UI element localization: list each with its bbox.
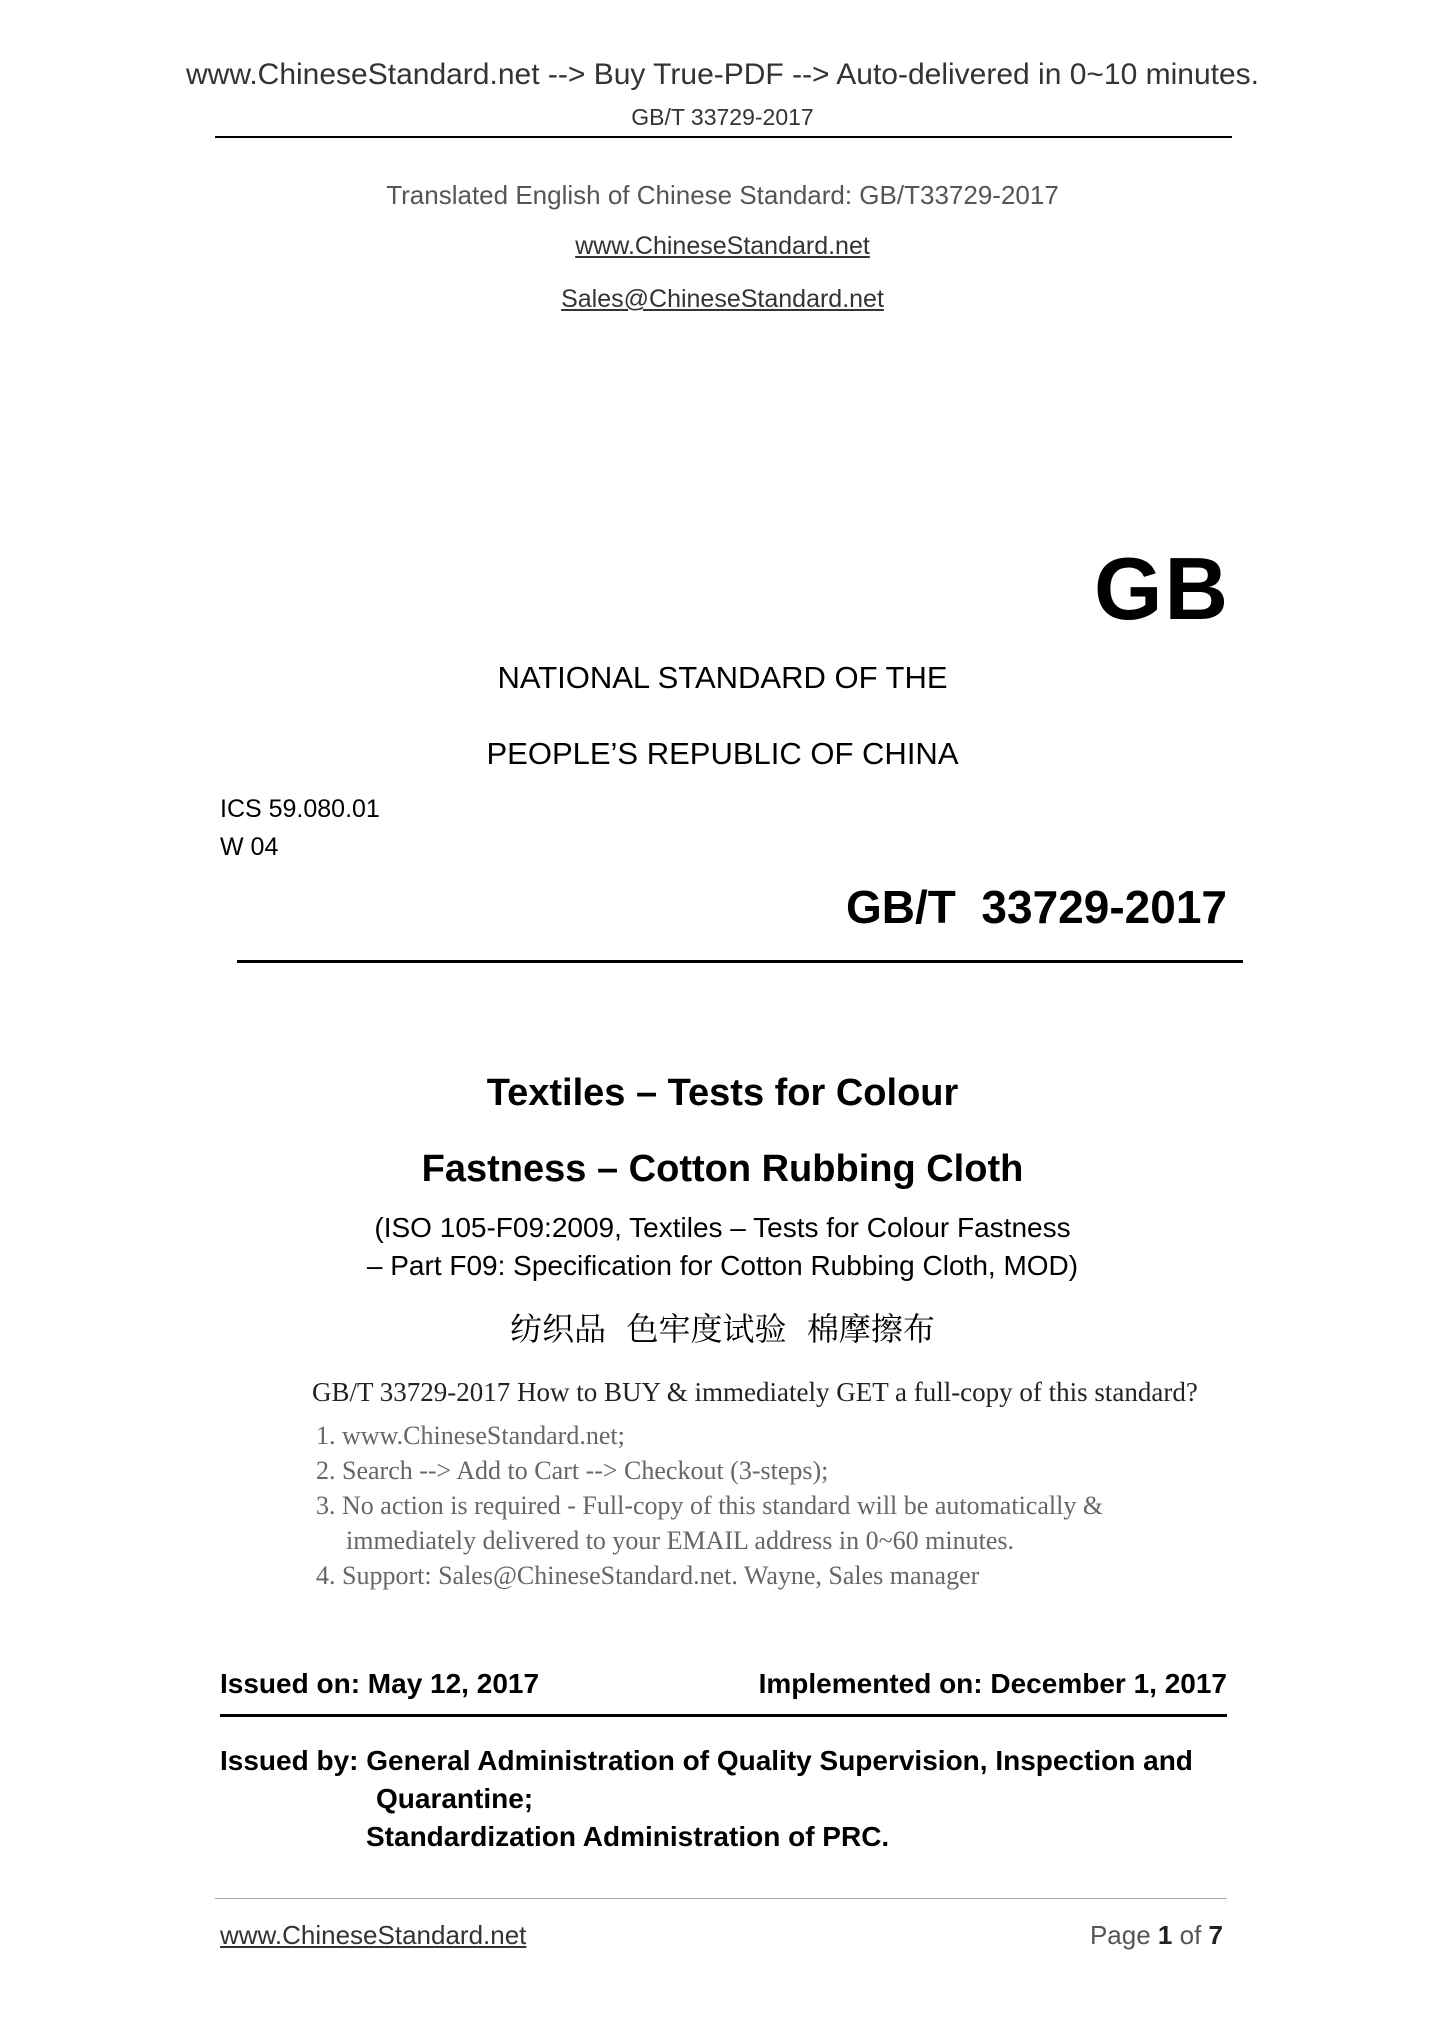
- standard-number: GB/T 33729-2017: [845, 881, 1227, 933]
- buy-steps: [316, 1418, 1103, 1593]
- header-banner: www.ChineseStandard.net --> Buy True-PDF --> Auto-delivered in 0~10 minutes.: [185, 58, 1260, 91]
- standard-number-rule: [237, 960, 1243, 963]
- iso-reference-line1: (ISO 105-F09:2009, Textiles – Tests for Colour Fastness: [374, 1212, 1071, 1243]
- buy-step: 3. No action is required - Full-copy of this standard will be automatically &: [316, 1491, 1104, 1520]
- buy-step: 4. Support: Sales@ChineseStandard.net. Wayne, Sales manager: [316, 1561, 980, 1590]
- issued-by-line1: Issued by: General Administration of Quality Supervision, Inspection and: [220, 1745, 1193, 1776]
- footer-website-link[interactable]: www.ChineseStandard.net: [220, 1920, 527, 1950]
- header-standard-code: GB/T 33729-2017: [631, 104, 814, 130]
- translated-line: Translated English of Chinese Standard: GB/T33729-2017: [386, 180, 1059, 210]
- page-total: 7: [1208, 1920, 1223, 1950]
- footer-rule: [215, 1898, 1227, 1899]
- gb-logo: GB: [1094, 539, 1230, 638]
- chinese-title: 纺织品 色牢度试验 棉摩擦布: [510, 1310, 935, 1348]
- page-prefix: Page: [1089, 1920, 1158, 1950]
- title-line1: Textiles – Tests for Colour: [486, 1072, 959, 1114]
- dates-rule: [220, 1714, 1227, 1717]
- national-standard-line2: PEOPLE’S REPUBLIC OF CHINA: [486, 736, 959, 771]
- website-link[interactable]: www.ChineseStandard.net: [575, 232, 870, 260]
- page-indicator: [1090, 1920, 1223, 1951]
- title-line2: Fastness – Cotton Rubbing Cloth: [421, 1148, 1024, 1190]
- implemented-on-date: Implemented on: December 1, 2017: [758, 1668, 1227, 1699]
- buy-step: 2. Search --> Add to Cart --> Checkout (3-steps);: [316, 1456, 829, 1485]
- issued-on-date: Issued on: May 12, 2017: [220, 1668, 540, 1699]
- ics-code: ICS 59.080.01: [220, 795, 380, 823]
- issued-by-line2: Quarantine;: [376, 1783, 534, 1814]
- w-code: W 04: [220, 833, 279, 861]
- national-standard-line1: NATIONAL STANDARD OF THE: [497, 660, 948, 695]
- iso-reference-line2: – Part F09: Specification for Cotton Rubbing Cloth, MOD): [366, 1250, 1079, 1281]
- buy-step: immediately delivered to your EMAIL address in 0~60 minutes.: [346, 1526, 1015, 1555]
- email-link[interactable]: Sales@ChineseStandard.net: [561, 285, 884, 313]
- buy-heading: GB/T 33729-2017 How to BUY & immediately GET a full-copy of this standard?: [312, 1377, 1198, 1407]
- page-current: 1: [1157, 1920, 1173, 1950]
- page-mid: of: [1172, 1920, 1209, 1950]
- buy-step: 1. www.ChineseStandard.net;: [316, 1421, 625, 1450]
- header-rule: [215, 136, 1232, 138]
- issued-by-line3: Standardization Administration of PRC.: [366, 1821, 890, 1852]
